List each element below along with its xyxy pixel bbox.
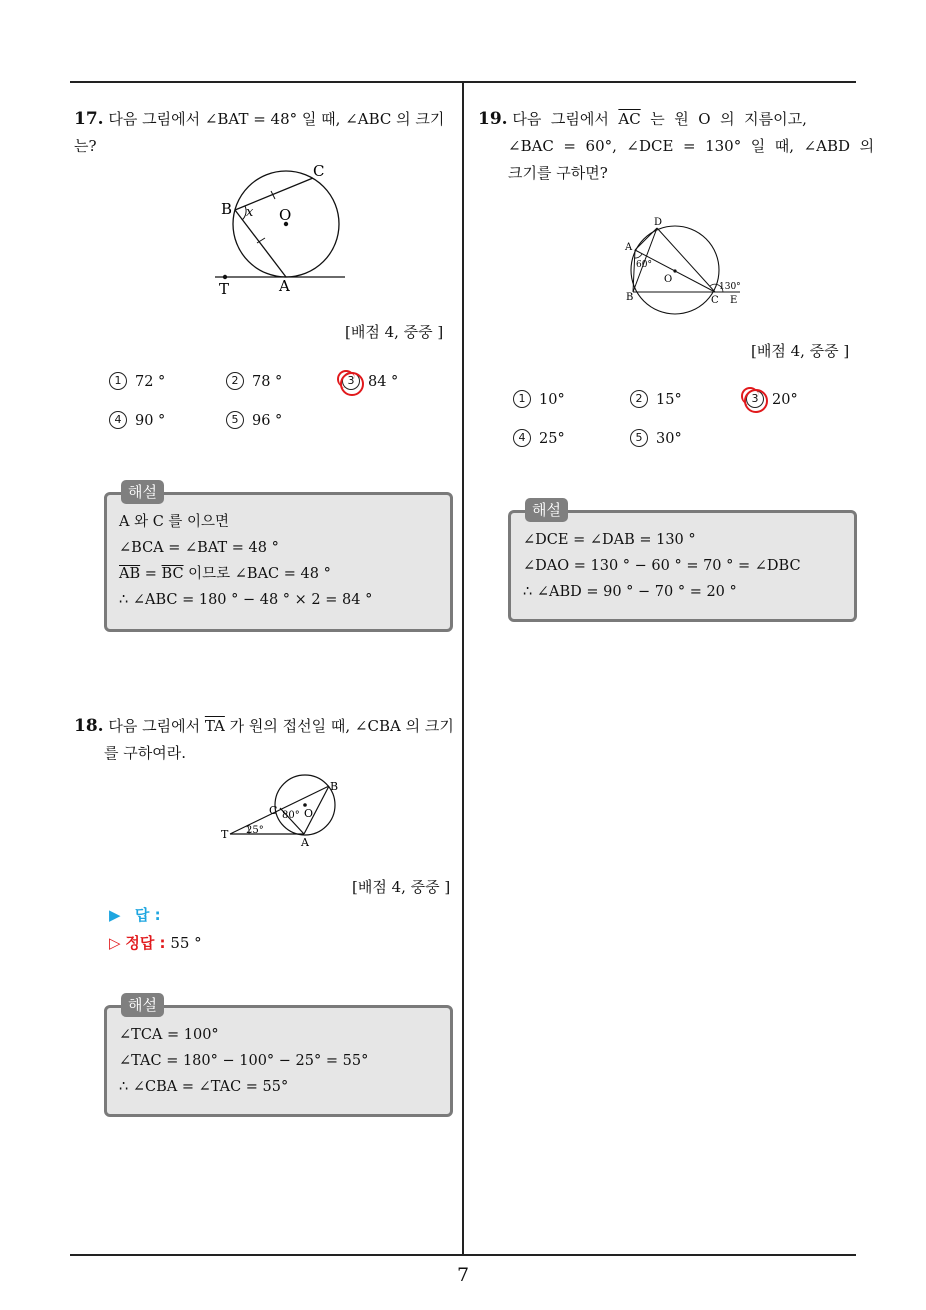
question-number: 17. [74,109,104,129]
option-number: 3 [746,390,764,408]
option-number: 1 [513,390,531,408]
option-text: 30° [656,431,682,447]
solution-line: ∠TCA = 100° [119,1027,219,1043]
option-text: 20° [772,392,798,408]
label-a: A [279,277,290,295]
q17-option-1[interactable] [109,372,165,390]
label-a: A [301,836,309,849]
option-text: 90 ° [135,413,166,429]
bottom-rule [70,1254,856,1256]
answer-mark [340,372,364,396]
label-c: C [711,295,719,306]
question-text: 다음 그림에서 [512,110,619,128]
solution-text: 이므로 ∠BAC = 48 ° [183,566,331,582]
label-x: x [246,205,254,220]
option-number: 5 [630,429,648,447]
question-text-line3: 크기를 구하면? [508,164,608,182]
label-o: O [279,206,292,224]
option-text: 25° [539,431,565,447]
option-text: 72 ° [135,374,166,390]
solution-line: ∠DCE = ∠DAB = 130 ° [523,532,696,548]
question-text: 는 원 O 의 지름이고, [640,110,807,128]
option-text: 84 ° [368,374,399,390]
solution-line: ∴ ∠ABD = 90 ° − 70 ° = 20 ° [523,584,737,600]
point-t [223,275,227,279]
q19-solution-box [508,501,857,622]
center-dot [673,269,676,272]
answer-label: 답 : [134,906,161,924]
answer-row [109,904,161,925]
question-text-cont: 를 구하여라. [104,744,186,762]
solution-line: ∠DAO = 130 ° − 60 ° = 70 ° = ∠DBC [523,558,801,574]
solution-line [119,561,438,587]
q19-option-2[interactable] [630,390,682,408]
q17-option-5[interactable] [226,411,282,429]
q17-solution-box [104,483,453,632]
option-number: 4 [513,429,531,447]
question-17 [74,106,459,160]
label-b: B [330,780,339,793]
label-c: C [269,804,278,817]
option-text: 10° [539,392,565,408]
label-angle25: 25° [246,825,264,836]
q18-score: [배점 4, 중중 ] [352,878,451,896]
label-angle130: 130° [719,282,741,292]
label-o: O [664,274,673,285]
label-angle60: 60° [636,260,652,270]
label-c: C [313,162,325,180]
solution-tag: 해설 [121,480,164,504]
page-number: 7 [456,1264,470,1286]
option-number: 3 [342,372,360,390]
question-18 [74,713,459,767]
q19-score: [배점 4, 중중 ] [751,342,850,360]
solution-tag: 해설 [525,498,568,522]
label-a: A [625,242,633,253]
solution-line: ∠TAC = 180° − 100° − 25° = 55° [119,1053,369,1069]
option-text: 96 ° [252,413,283,429]
q19-figure [620,212,750,320]
solution-line: ∴ ∠ABC = 180 ° − 48 ° × 2 = 84 ° [119,592,373,608]
question-text-line2: ∠BAC = 60°, ∠DCE = 130° 일 때, ∠ABD 의 [508,137,875,155]
option-number: 2 [630,390,648,408]
q18-figure [218,772,348,852]
segment-ta: $\overline{TA}$ [204,717,225,735]
question-number: 18. [74,716,104,736]
question-19 [478,106,875,187]
option-number: 5 [226,411,244,429]
label-b: B [626,292,634,303]
chord-ad [635,228,657,250]
segment-bc: $\overline{BC}$ [161,566,184,582]
solution-line: ∴ ∠CBA = ∠TAC = 55° [119,1079,289,1095]
label-t: T [219,280,230,298]
segment-ab: $\overline{AB}$ [119,566,141,582]
q17-option-4[interactable] [109,411,165,429]
q18-solution-box [104,996,453,1117]
option-number: 2 [226,372,244,390]
q19-option-5[interactable] [630,429,682,447]
option-number: 1 [109,372,127,390]
option-text: 15° [656,392,682,408]
solution-tag: 해설 [121,993,164,1017]
label-t: T [221,828,229,841]
answer-mark [744,389,768,413]
label-b: B [221,200,233,218]
question-text: 가 원의 접선일 때, ∠CBA 의 크기 [224,717,454,735]
question-text: 다음 그림에서 ∠BAT = 48° 일 때, ∠ABC 의 크기는? [74,110,445,155]
play-icon: ▶ [109,906,121,924]
label-d: D [654,217,663,228]
q17-option-2[interactable] [226,372,282,390]
option-number: 4 [109,411,127,429]
correct-value: 55 ° [170,934,202,952]
label-e: E [730,295,738,306]
label-o: O [304,807,314,820]
q17-score: [배점 4, 중중 ] [345,323,444,341]
label-angle80: 80° [282,810,300,821]
option-text: 78 ° [252,374,283,390]
q17-figure [205,158,355,298]
correct-label: 정답 : [125,934,166,952]
equals: = [140,566,162,582]
q19-option-4[interactable] [513,429,565,447]
solution-line: A 와 C 를 이으면 [119,514,230,530]
solution-line: ∠BCA = ∠BAT = 48 ° [119,540,279,556]
segment-ac: $\overline{AC}$ [618,110,641,128]
secant-tb [230,786,329,834]
column-divider [462,82,464,1255]
q19-option-1[interactable] [513,390,565,408]
question-number: 19. [478,109,508,129]
question-text: 다음 그림에서 [108,717,205,735]
correct-answer-row [109,932,202,953]
play-outline-icon: ▷ [109,934,121,952]
